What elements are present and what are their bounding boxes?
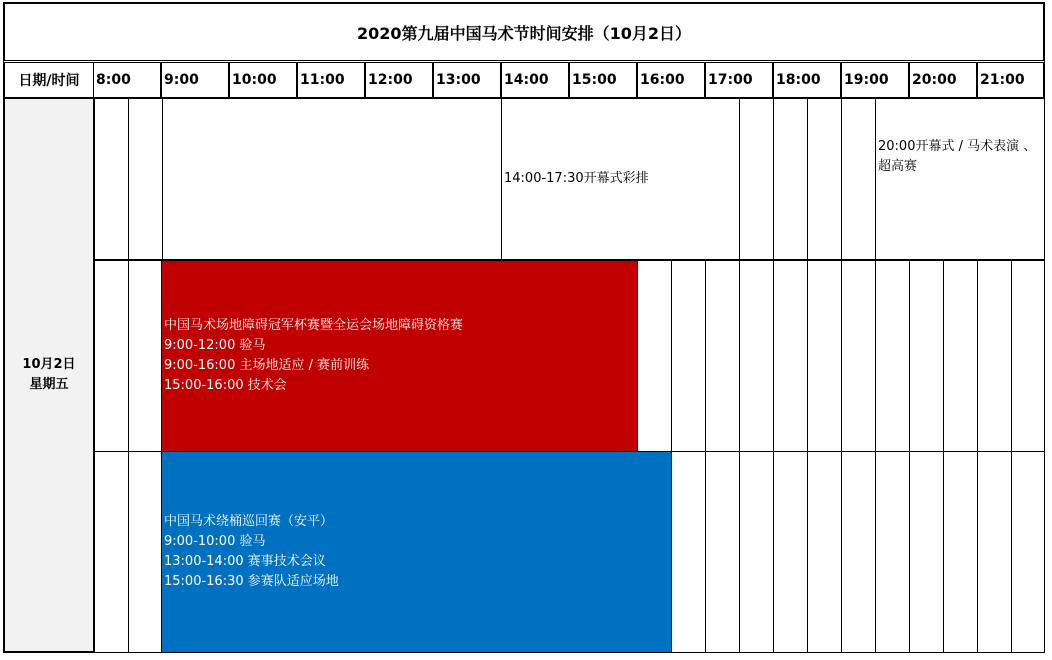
date-cell: [4, 98, 94, 652]
header-time-1000: 10:00: [229, 62, 297, 98]
grid-cell: [909, 451, 944, 653]
event-rehearsal: [501, 98, 740, 260]
grid-cell: [841, 98, 876, 260]
grid-cell: [807, 98, 842, 260]
header-date-time: 日期/时间: [4, 62, 94, 98]
grid-cell: [128, 98, 163, 260]
grid-cell: [671, 260, 706, 452]
grid-cell: [807, 260, 842, 452]
event-line: 9:00-12:00 验马: [164, 338, 266, 353]
event-opening: [875, 98, 1045, 260]
header-time-1800: 18:00: [773, 62, 841, 98]
header-time-0800: 8:00: [93, 62, 161, 98]
date-weekday: 星期五: [29, 377, 69, 392]
grid-cell: [943, 451, 978, 653]
header-time-1900: 19:00: [841, 62, 909, 98]
grid-cell: [671, 451, 706, 653]
grid-cell: [739, 260, 774, 452]
grid-cell: [1011, 260, 1045, 452]
grid-cell: [637, 260, 672, 452]
grid-cell: [94, 98, 129, 260]
event-line: 9:00-16:00 主场地适应 / 赛前训练: [164, 358, 370, 373]
header-time-0900: 9:00: [161, 62, 229, 98]
event-opening-text: 20:00开幕式 / 马术表演 、超高赛: [878, 139, 1037, 174]
grid-cell: [841, 260, 876, 452]
page-title: 2020第九届中国马术节时间安排（10月2日）: [4, 3, 1044, 61]
header-time-2100: 21:00: [977, 62, 1044, 98]
grid-cell: [943, 260, 978, 452]
header-time-1400: 14:00: [501, 62, 569, 98]
grid-cell: [1011, 451, 1045, 653]
header-time-1200: 12:00: [365, 62, 433, 98]
grid-cell: [128, 260, 163, 452]
event-show-jumping: [161, 260, 638, 452]
grid-cell: [977, 451, 1012, 653]
grid-cell: [773, 98, 808, 260]
grid-cell: [94, 451, 129, 653]
header-time-2000: 20:00: [909, 62, 977, 98]
event-line: 9:00-10:00 验马: [164, 534, 266, 549]
event-barrel-racing: [161, 451, 672, 653]
grid-cell: [841, 451, 876, 653]
grid-cell: [162, 98, 502, 260]
grid-cell: [977, 260, 1012, 452]
grid-cell: [875, 451, 910, 653]
grid-cell: [773, 451, 808, 653]
event-line: 13:00-14:00 赛事技术会议: [164, 554, 326, 569]
grid-cell: [773, 260, 808, 452]
grid-cell: [739, 451, 774, 653]
grid-cell: [128, 451, 163, 653]
header-time-1100: 11:00: [297, 62, 365, 98]
grid-cell: [705, 260, 740, 452]
event-line: 15:00-16:30 参赛队适应场地: [164, 574, 339, 589]
grid-cell: [909, 260, 944, 452]
grid-cell: [94, 260, 129, 452]
grid-cell: [705, 451, 740, 653]
event-line: 中国马术场地障碍冠军杯赛暨全运会场地障碍资格赛: [164, 318, 464, 333]
event-rehearsal-text: 14:00-17:30开幕式彩排: [504, 171, 649, 186]
grid-cell: [875, 260, 910, 452]
header-time-1600: 16:00: [637, 62, 705, 98]
grid-cell: [739, 98, 774, 260]
date-day: 10月2日: [22, 357, 76, 372]
event-line: 中国马术绕桶巡回赛（安平）: [164, 514, 334, 529]
header-time-1300: 13:00: [433, 62, 501, 98]
header-time-1700: 17:00: [705, 62, 773, 98]
grid-cell: [807, 451, 842, 653]
header-time-1500: 15:00: [569, 62, 637, 98]
event-line: 15:00-16:00 技术会: [164, 378, 287, 393]
